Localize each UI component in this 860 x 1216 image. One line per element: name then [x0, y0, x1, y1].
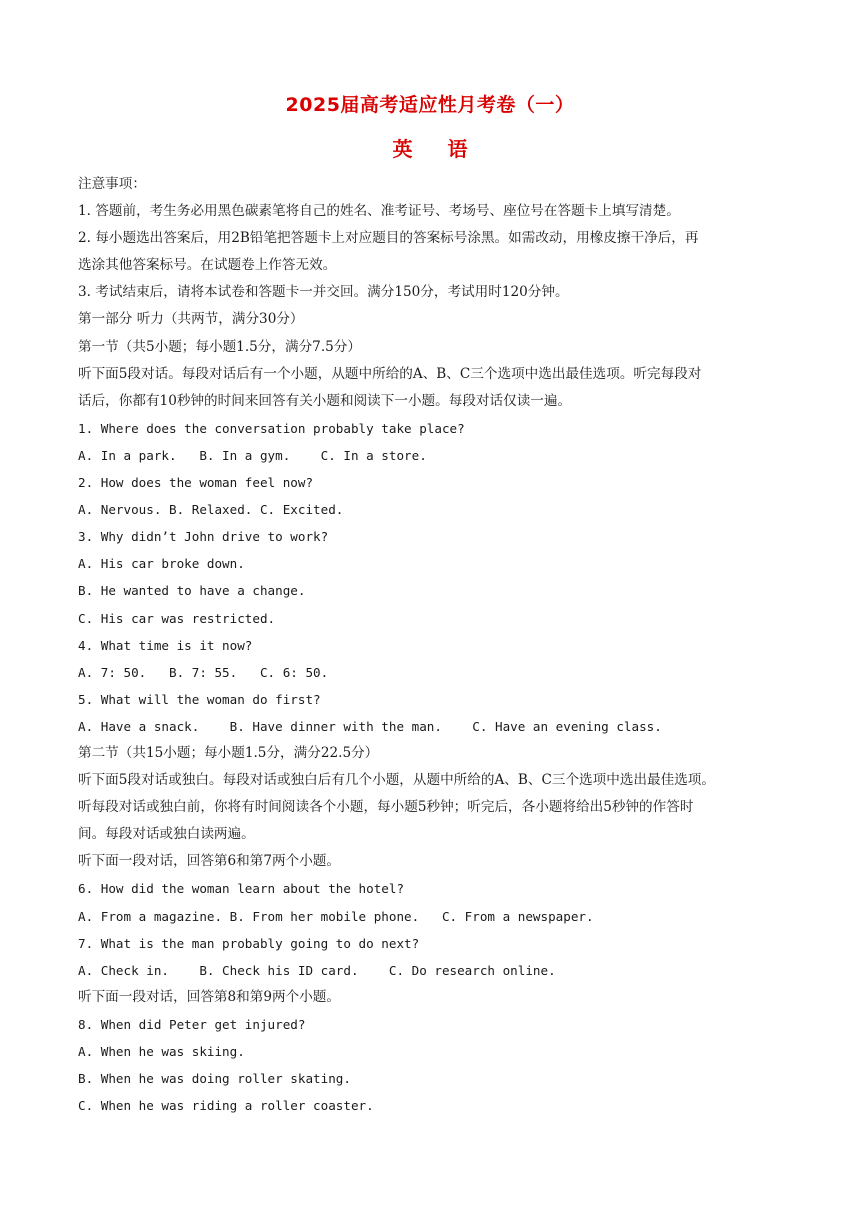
question-line: 7. What is the man probably going to do next? — [78, 935, 420, 951]
instruction-line: 听下面5段对话或独白。每段对话或独白后有几个小题，从题中所给的A、B、C三个选项中选出最佳选项。 — [78, 772, 715, 789]
instruction-line: 听下面一段对话，回答第6和第7两个小题。 — [78, 853, 340, 870]
instruction-line: 话后，你都有10秒钟的时间来回答有关小题和阅读下一小题。每段对话仅读一遍。 — [78, 392, 572, 409]
instruction-line: 听下面一段对话，回答第8和第9两个小题。 — [78, 988, 340, 1005]
question-line: 3. Why didn’t John drive to work? — [78, 529, 329, 545]
question-line: 2. How does the woman feel now? — [78, 475, 314, 491]
exam-body — [78, 171, 788, 1119]
question-line: B. When he was doing roller skating. — [78, 1071, 351, 1087]
question-line: 8. When did Peter get injured? — [78, 1016, 306, 1032]
instruction-line: 选涂其他答案标号。在试题卷上作答无效。 — [78, 257, 337, 274]
instruction-line: 第一节（共5小题；每小题1.5分，满分7.5分） — [78, 338, 361, 355]
question-line: A. Have a snack. B. Have dinner with the man. C. Have an evening class. — [78, 718, 662, 734]
instruction-line: 第二节（共15小题；每小题1.5分，满分22.5分） — [78, 744, 379, 761]
exam-title: 2025届高考适应性月考卷（一） — [285, 94, 575, 116]
instruction-line: 间。每段对话或独白读两遍。 — [78, 826, 255, 843]
question-line: B. He wanted to have a change. — [78, 583, 306, 599]
question-line: 6. How did the woman learn about the hotel? — [78, 881, 405, 897]
question-line: A. When he was skiing. — [78, 1044, 245, 1059]
instruction-line: 听每段对话或独白前，你将有时间阅读各个小题，每小题5秒钟；听完后，各小题将给出5秒钟的作答时 — [78, 799, 694, 816]
instruction-line: 2. 每小题选出答案后，用2B铅笔把答题卡上对应题目的答案标号涂黑。如需改动，用橡皮擦干净后，再 — [78, 230, 699, 247]
question-line: C. His car was restricted. — [78, 610, 276, 626]
question-line: C. When he was riding a roller coaster. — [78, 1098, 374, 1114]
subject-title: 英 语 — [392, 137, 482, 161]
instruction-line: 1. 答题前，考生务必用黑色碳素笔将自己的姓名、准考证号、考场号、座位号在答题卡上填写清楚。 — [78, 203, 680, 220]
question-line: A. In a park. B. In a gym. C. In a store. — [78, 447, 427, 463]
instruction-line: 第一部分 听力（共两节，满分30分） — [78, 311, 304, 328]
instruction-line: 注意事项： — [78, 176, 146, 192]
instruction-line: 听下面5段对话。每段对话后有一个小题，从题中所给的A、B、C三个选项中选出最佳选项。听完每段对 — [78, 365, 702, 382]
question-line: 1. Where does the conversation probably take place? — [78, 420, 465, 436]
question-line: A. 7: 50. B. 7: 55. C. 6: 50. — [78, 664, 329, 680]
question-line: A. Nervous. B. Relaxed. C. Excited. — [78, 502, 344, 518]
question-line: A. From a magazine. B. From her mobile phone. C. From a newspaper. — [78, 908, 594, 924]
question-line: A. Check in. B. Check his ID card. C. Do research online. — [78, 962, 556, 978]
question-line: 4. What time is it now? — [78, 637, 253, 653]
question-line: 5. What will the woman do first? — [78, 691, 321, 707]
question-line: A. His car broke down. — [78, 556, 245, 572]
instruction-line: 3. 考试结束后，请将本试卷和答题卡一并交回。满分150分，考试用时120分钟。 — [78, 284, 569, 301]
